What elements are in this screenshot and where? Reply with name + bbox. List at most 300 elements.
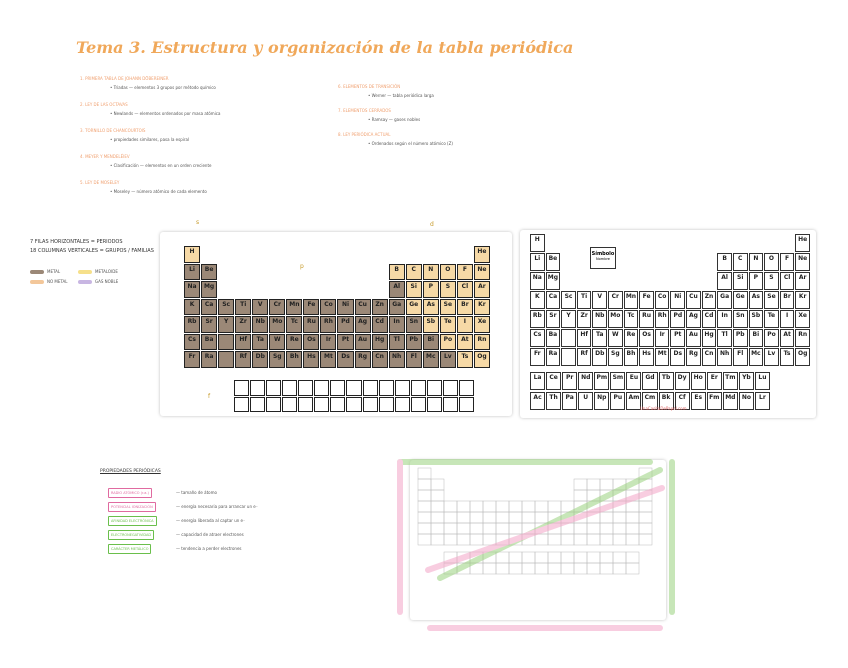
element-cell	[423, 281, 439, 298]
element-cell	[639, 310, 654, 328]
empty-cell	[561, 272, 576, 290]
element-symbol: K	[534, 293, 540, 300]
element-cell	[201, 264, 217, 281]
element-symbol: In	[721, 312, 728, 319]
empty-cell	[303, 281, 319, 298]
element-symbol: Ra	[548, 350, 558, 357]
element-cell	[780, 253, 795, 271]
element-cell	[577, 348, 592, 366]
element-symbol: Be	[548, 255, 558, 262]
element-symbol: Mn	[289, 300, 300, 308]
element-cell	[303, 351, 319, 368]
element-cell	[592, 329, 607, 347]
element-cell	[218, 351, 234, 368]
empty-cell	[320, 281, 336, 298]
element-cell	[608, 310, 623, 328]
element-symbol: Te	[767, 312, 776, 319]
element-symbol: Zn	[704, 293, 714, 300]
element-cell	[423, 351, 439, 368]
element-symbol: Cn	[375, 353, 384, 361]
f-block-cell	[250, 397, 265, 413]
element-cell	[795, 310, 810, 328]
element-symbol: Rb	[187, 318, 197, 326]
f-block-cell	[298, 380, 313, 396]
element-symbol: Po	[443, 335, 453, 343]
element-cell	[733, 348, 748, 366]
block-label-f: f	[208, 393, 211, 400]
element-symbol: Re	[626, 331, 636, 338]
element-cell	[655, 329, 670, 347]
element-symbol: Cd	[375, 318, 384, 326]
element-symbol: Mn	[625, 293, 637, 300]
element-symbol: Cr	[273, 300, 281, 308]
element-symbol: Kr	[478, 300, 486, 308]
trends-card	[410, 460, 666, 620]
element-cell	[733, 329, 748, 347]
element-symbol: As	[426, 300, 435, 308]
sketch-periodic-grid	[184, 246, 490, 368]
element-symbol: Cd	[704, 312, 714, 319]
element-cell	[739, 372, 754, 390]
element-cell	[707, 392, 722, 410]
element-cell	[594, 392, 609, 410]
empty-cell	[639, 234, 654, 252]
element-key	[590, 247, 616, 269]
element-symbol: C	[411, 265, 416, 273]
element-cell	[675, 372, 690, 390]
element-symbol: Am	[628, 394, 640, 401]
element-cell	[546, 253, 561, 271]
empty-cell	[355, 264, 371, 281]
element-cell	[457, 351, 473, 368]
element-cell	[780, 291, 795, 309]
element-symbol: Po	[767, 331, 776, 338]
empty-cell	[269, 264, 285, 281]
note-line: • Werner — tabla periódica larga	[368, 93, 434, 98]
element-symbol: Se	[767, 293, 776, 300]
element-cell	[733, 272, 748, 290]
f-block-cell	[395, 397, 410, 413]
f-block-cell	[459, 380, 474, 396]
element-symbol: Mo	[610, 312, 621, 319]
element-symbol: Ir	[659, 331, 665, 338]
element-cell	[474, 316, 490, 333]
element-cell	[235, 299, 251, 316]
element-cell	[707, 372, 722, 390]
element-cell	[733, 253, 748, 271]
element-symbol: Yb	[742, 374, 751, 381]
element-symbol: Os	[642, 331, 651, 338]
element-cell	[474, 264, 490, 281]
element-cell	[624, 291, 639, 309]
element-symbol: Fe	[642, 293, 651, 300]
element-cell	[764, 348, 779, 366]
element-symbol: Mc	[751, 350, 761, 357]
note-heading: 7. ELEMENTOS CERRADOS	[338, 108, 391, 113]
element-symbol: Bi	[427, 335, 435, 343]
element-symbol: Ag	[688, 312, 698, 319]
property-label: POTENCIAL IONIZACIÓN	[108, 502, 156, 512]
element-cell	[372, 334, 388, 351]
element-cell	[457, 316, 473, 333]
element-symbol: Pt	[341, 335, 350, 343]
element-symbol: Fr	[188, 353, 196, 361]
f-block-cell	[427, 380, 442, 396]
element-cell	[717, 272, 732, 290]
element-symbol: H	[534, 236, 540, 243]
legend-label: METALOIDE	[95, 269, 118, 274]
element-cell	[184, 246, 200, 263]
element-cell	[184, 264, 200, 281]
element-cell	[406, 316, 422, 333]
element-cell	[686, 291, 701, 309]
element-cell	[320, 334, 336, 351]
empty-cell	[670, 234, 685, 252]
element-cell	[269, 351, 285, 368]
element-symbol: Sc	[564, 293, 573, 300]
element-cell	[286, 316, 302, 333]
element-symbol: Ge	[409, 300, 419, 308]
element-cell	[733, 310, 748, 328]
empty-cell	[252, 281, 268, 298]
block-label-d: d	[430, 221, 434, 228]
element-cell	[717, 310, 732, 328]
element-symbol: V	[257, 300, 263, 308]
empty-cell	[372, 246, 388, 263]
element-cell	[320, 351, 336, 368]
element-symbol: Kr	[798, 293, 807, 300]
element-symbol: Ti	[240, 300, 247, 308]
note-line: • Clasificación — elementos en un orden creciente	[110, 163, 212, 168]
element-symbol: Co	[324, 300, 333, 308]
element-symbol: F	[462, 265, 467, 273]
f-block-cell	[363, 380, 378, 396]
empty-cell	[286, 246, 302, 263]
element-symbol: Pd	[673, 312, 683, 319]
element-symbol: Ta	[596, 331, 604, 338]
element-symbol: Li	[189, 265, 195, 273]
element-symbol: Hg	[374, 335, 385, 343]
element-cell	[749, 348, 764, 366]
element-cell	[764, 272, 779, 290]
element-cell	[702, 291, 717, 309]
element-symbol: Rg	[358, 353, 368, 361]
element-cell	[269, 316, 285, 333]
element-cell	[252, 299, 268, 316]
element-cell	[423, 334, 439, 351]
element-cell	[457, 281, 473, 298]
empty-cell	[372, 264, 388, 281]
element-symbol: Ni	[341, 300, 350, 308]
empty-cell	[320, 246, 336, 263]
element-cell	[624, 329, 639, 347]
element-symbol: Ta	[256, 335, 264, 343]
property-desc: — capacidad de atraer electrones	[176, 532, 244, 537]
element-cell	[389, 264, 405, 281]
element-symbol: Pm	[596, 374, 608, 381]
element-cell	[594, 372, 609, 390]
empty-cell	[218, 246, 234, 263]
element-cell	[440, 299, 456, 316]
element-cell	[795, 348, 810, 366]
element-symbol: Rn	[477, 335, 487, 343]
element-cell	[530, 310, 545, 328]
element-symbol: B	[722, 255, 727, 262]
element-symbol: O	[768, 255, 775, 262]
element-symbol: Ar	[798, 274, 807, 281]
element-symbol: Mg	[203, 283, 215, 291]
note-line: • Triadas — elementos 3 grupos por método químico	[110, 85, 216, 90]
element-cell	[530, 272, 545, 290]
element-cell	[372, 351, 388, 368]
element-cell	[474, 351, 490, 368]
element-cell	[235, 316, 251, 333]
f-block-cell	[363, 397, 378, 413]
element-cell	[337, 299, 353, 316]
note-heading: 6. ELEMENTOS DE TRANSICIÓN	[338, 84, 401, 89]
legend-swatch	[78, 280, 92, 284]
property-label: ELECTRONEGATIVIDAD	[108, 530, 154, 540]
element-cell	[303, 316, 319, 333]
note-heading: 2. LEY DE LAS OCTAVAS	[80, 102, 128, 107]
empty-cell	[355, 246, 371, 263]
element-cell	[670, 310, 685, 328]
f-block-cell	[395, 380, 410, 396]
empty-cell	[577, 272, 592, 290]
element-symbol: Pd	[341, 318, 350, 326]
empty-cell	[269, 281, 285, 298]
note-line: • propiedades similares, pasa la espiral	[110, 137, 190, 142]
element-cell	[717, 329, 732, 347]
element-symbol: P	[428, 283, 433, 291]
element-symbol: W	[273, 335, 281, 343]
element-cell	[252, 316, 268, 333]
element-symbol: Ce	[549, 374, 558, 381]
element-symbol: Rb	[532, 312, 542, 319]
element-symbol: Ac	[533, 394, 542, 401]
element-symbol: Md	[725, 394, 736, 401]
element-symbol: Y	[223, 318, 229, 326]
element-symbol: Cr	[611, 293, 620, 300]
key-symbol: Símbolo	[591, 251, 615, 257]
element-cell	[723, 372, 738, 390]
element-cell	[320, 299, 336, 316]
element-symbol: Sn	[735, 312, 745, 319]
element-cell	[355, 334, 371, 351]
element-symbol: Sr	[205, 318, 213, 326]
empty-cell	[639, 272, 654, 290]
element-symbol: Co	[657, 293, 667, 300]
element-symbol: Ge	[735, 293, 745, 300]
element-symbol: Te	[444, 318, 452, 326]
sketch-f-block	[234, 380, 474, 412]
element-symbol: Dy	[677, 374, 687, 381]
element-symbol: Ds	[673, 350, 683, 357]
element-cell	[235, 334, 251, 351]
element-cell	[626, 372, 641, 390]
empty-cell	[337, 281, 353, 298]
legend-label: METAL	[47, 269, 61, 274]
element-symbol: V	[597, 293, 603, 300]
property-desc: — tamaño de átomo	[176, 490, 217, 495]
element-cell	[561, 310, 576, 328]
element-cell	[546, 310, 561, 328]
empty-cell	[655, 234, 670, 252]
element-symbol: Ne	[798, 255, 808, 262]
element-symbol: Y	[566, 312, 571, 319]
element-symbol: Tm	[725, 374, 736, 381]
element-cell	[423, 316, 439, 333]
f-block-cell	[330, 380, 345, 396]
f-block-cell	[266, 380, 281, 396]
property-desc: — energía necesaria para arrancar un e⁻	[176, 504, 258, 509]
element-symbol: Ba	[548, 331, 558, 338]
f-block-cell	[282, 380, 297, 396]
element-symbol: Fe	[307, 300, 316, 308]
element-cell	[201, 299, 217, 316]
element-symbol: In	[393, 318, 400, 326]
lanthanides-row	[530, 372, 770, 390]
element-cell	[372, 316, 388, 333]
element-cell	[303, 299, 319, 316]
element-symbol: Pr	[565, 374, 574, 381]
element-symbol: B	[394, 265, 399, 273]
element-symbol: Hf	[239, 335, 247, 343]
legend-label: NO METAL	[47, 279, 68, 284]
element-symbol: Ni	[674, 293, 682, 300]
empty-cell	[235, 281, 251, 298]
element-symbol: N	[428, 265, 434, 273]
element-symbol: Rh	[657, 312, 667, 319]
note-line: • Ramsay — gases nobles	[368, 117, 421, 122]
f-block-cell	[250, 380, 265, 396]
element-cell	[659, 372, 674, 390]
element-cell	[406, 351, 422, 368]
element-cell	[530, 348, 545, 366]
element-symbol: Og	[797, 350, 808, 357]
element-symbol: Ca	[204, 300, 214, 308]
element-symbol: Ru	[642, 312, 652, 319]
element-cell	[642, 372, 657, 390]
element-symbol: Fm	[709, 394, 720, 401]
element-cell	[303, 334, 319, 351]
element-cell	[546, 329, 561, 347]
element-cell	[252, 351, 268, 368]
element-cell	[795, 272, 810, 290]
empty-cell	[733, 234, 748, 252]
element-symbol: Gd	[645, 374, 655, 381]
element-cell	[592, 291, 607, 309]
element-symbol: P	[753, 274, 759, 281]
empty-cell	[218, 264, 234, 281]
element-symbol: Na	[532, 274, 542, 281]
element-cell	[755, 372, 770, 390]
f-block-cell	[411, 380, 426, 396]
empty-cell	[372, 281, 388, 298]
empty-cell	[235, 246, 251, 263]
note-heading: 1. PRIMERA TABLA DE JOHANN DÖBEREINER	[80, 76, 169, 81]
element-cell	[184, 316, 200, 333]
element-cell	[691, 372, 706, 390]
element-cell	[717, 253, 732, 271]
element-symbol: Pb	[735, 331, 745, 338]
element-cell	[749, 253, 764, 271]
empty-cell	[337, 246, 353, 263]
element-symbol: Ba	[204, 335, 214, 343]
empty-cell	[406, 246, 422, 263]
f-block-cell	[346, 397, 361, 413]
element-cell	[201, 281, 217, 298]
element-symbol: O	[445, 265, 451, 273]
element-cell	[252, 334, 268, 351]
element-cell	[639, 348, 654, 366]
empty-cell	[440, 246, 456, 263]
empty-cell	[624, 272, 639, 290]
block-label-p: p	[300, 263, 304, 270]
empty-cell	[389, 246, 405, 263]
empty-cell	[624, 234, 639, 252]
empty-cell	[624, 253, 639, 271]
element-cell	[702, 310, 717, 328]
element-symbol: K	[189, 300, 195, 308]
empty-cell	[749, 234, 764, 252]
element-symbol: H	[189, 248, 195, 255]
element-cell	[562, 372, 577, 390]
element-cell	[624, 310, 639, 328]
element-symbol: Au	[688, 331, 698, 338]
f-block-cell	[234, 380, 249, 396]
empty-cell	[764, 234, 779, 252]
element-cell	[686, 310, 701, 328]
element-symbol: Cm	[644, 394, 656, 401]
element-symbol: Ne	[477, 265, 487, 273]
element-symbol: Hs	[642, 350, 651, 357]
element-symbol: Ho	[693, 374, 703, 381]
element-cell	[269, 299, 285, 316]
element-cell	[218, 334, 234, 351]
element-cell	[201, 334, 217, 351]
element-cell	[749, 310, 764, 328]
element-cell	[577, 329, 592, 347]
element-symbol: Cs	[533, 331, 542, 338]
element-cell	[755, 392, 770, 410]
legend-title-groups: 18 COLUMNAS VERTICALES = GRUPOS / FAMILIAS	[30, 248, 154, 254]
element-symbol: Sr	[549, 312, 557, 319]
element-symbol: Na	[187, 283, 197, 291]
element-symbol: Rh	[324, 318, 333, 326]
element-symbol: Mc	[426, 353, 436, 361]
element-cell	[440, 351, 456, 368]
empty-cell	[303, 246, 319, 263]
empty-cell	[702, 272, 717, 290]
element-cell	[337, 351, 353, 368]
element-cell	[561, 329, 576, 347]
element-symbol: Tl	[393, 335, 400, 343]
element-symbol: Ga	[720, 293, 730, 300]
f-block-cell	[346, 380, 361, 396]
element-cell	[355, 299, 371, 316]
element-symbol: Lu	[758, 374, 767, 381]
element-symbol: Cn	[704, 350, 714, 357]
element-symbol: Si	[737, 274, 744, 281]
element-cell	[474, 334, 490, 351]
element-symbol: Bh	[626, 350, 636, 357]
note-heading: 5. LEY DE MOSELEY	[80, 180, 120, 185]
element-symbol: La	[533, 374, 542, 381]
element-symbol: Cl	[461, 283, 469, 291]
empty-cell	[561, 234, 576, 252]
element-symbol: Ca	[548, 293, 558, 300]
